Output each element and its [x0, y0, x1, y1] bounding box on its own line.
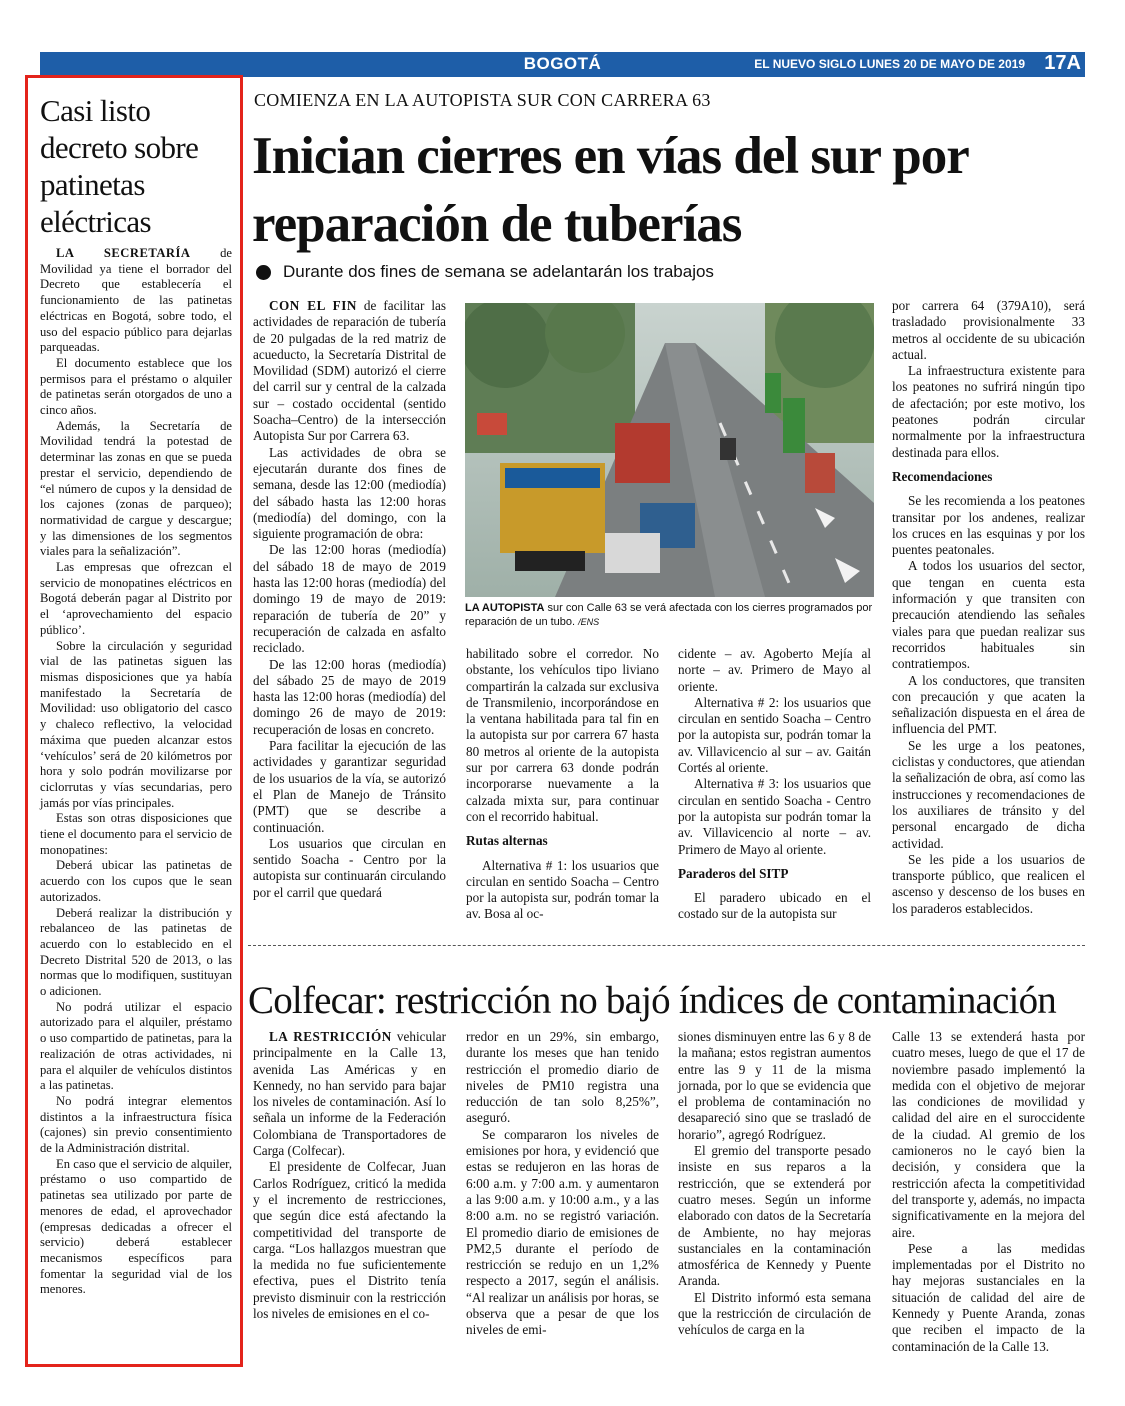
- paragraph: [40, 246, 232, 356]
- lead-word: LA RESTRICCIÓN: [269, 1029, 392, 1044]
- paragraph-text: Las actividades de obra se ejecutarán durante dos fines de semana, desde las 12:00 (mediodía) del sábado hasta las 12:00 horas (mediodía) del domingo, con la siguiente programación de obra:: [253, 444, 446, 542]
- section-name: BOGOTÁ: [523, 54, 602, 73]
- paragraph-text: de Movilidad ya tiene el borrador del Decreto que establecería el funcionamiento de las patinetas eléctricas en Bogotá, sobre todo, el uso del espacio público para dejarlas parqueadas.: [40, 246, 232, 355]
- paragraph: [678, 890, 871, 923]
- paragraph-text: Se les recomienda a los peatones transitar por los andenes, realizar los cruces en las esquinas y por los puentes peatonales.: [892, 493, 1085, 558]
- article2-column-2: [466, 1029, 659, 1339]
- paragraph: [253, 542, 446, 656]
- article-kicker: COMIENZA EN LA AUTOPISTA SUR CON CARRERA 63: [254, 90, 711, 110]
- paragraph-text: Alternativa # 3: los usuarios que circulan en sentido Soacha - Centro por la autopista sur podrán tomar la av. Villavicencio al norte – av. Primero de Mayo al oriente.: [678, 776, 871, 857]
- highway-photo-image: [465, 303, 874, 597]
- paragraph-text: El Distrito informó esta semana que la restricción de circulación de vehículos de carga en la: [678, 1289, 871, 1338]
- paragraph-text: Alternativa # 2: los usuarios que circulan en sentido Soacha – Centro por la autopista sur, podrán tomar la av. Villavicencio al sur – av. Gaitán Cortés al oriente.: [678, 694, 871, 776]
- paragraph-text: La infraestructura existente para los peatones no sufrirá ningún tipo de afectación; por este motivo, los peatones podrán circular normalmente por la infraestructura destinada para ellos.: [892, 363, 1085, 460]
- paragraph-text: Estas son otras disposiciones que tiene el documento para el servicio de monopatines:: [40, 811, 232, 857]
- article-column-4: [892, 298, 1085, 917]
- paragraph-text: Además, la Secretaría de Movilidad tendrá la potestad de determinar las zonas en que se pueda prestar el servicio, dependiendo de “el número de cupos y la densidad de los cajones (zonas de parqueo); normatividad de cargue y descargue; y las dimensiones de los segmentos viales para la señalización”.: [40, 418, 232, 559]
- lead-word: LA SECRETARÍA: [56, 246, 191, 260]
- lead-word: CON EL FIN: [269, 298, 357, 313]
- paragraph-text: Se les urge a los peatones, ciclistas y conductores, que atiendan la señalización de obra, así como las instrucciones y recomendaciones de los auxiliares de tránsito y del personal encargado de dicha actividad.: [892, 737, 1085, 851]
- sidebar-body: [40, 246, 232, 1298]
- paragraph: [253, 298, 446, 445]
- paragraph-text: Los usuarios que circulan en sentido Soacha - Centro por la autopista sur continuarán circulando por el carril que quedará: [253, 835, 446, 900]
- paragraph-text: de facilitar las actividades de reparación de tubería de 20 pulgadas de la red matriz de acueducto, la Secretaría Distrital de Movilidad (SDM) autorizó el cierre del carril sur y central de la calzada sur – costado occidental (sentido Soacha–Centro) de la intersección Autopista Sur por Carrera 63.: [253, 298, 446, 444]
- highway-photo: [465, 303, 874, 597]
- paragraph: [40, 1094, 232, 1157]
- paragraph-text: Deberá ubicar las patinetas de acuerdo con los cupos que le sean autorizados.: [40, 858, 232, 904]
- paragraph: [253, 1159, 446, 1322]
- article-column-3: [678, 646, 871, 923]
- sidebar-title: Casi listo decreto sobre patinetas eléctricas: [40, 93, 199, 239]
- paragraph: [466, 1029, 659, 1127]
- paragraph: [678, 1029, 871, 1143]
- paragraph-text: Deberá realizar la distribución y rebalanceo de las patinetas de acuerdo con lo establecido en el Decreto Distrital 520 de 2013, o las normas que lo modifiquen, sustituyan o adicionen.: [40, 905, 232, 999]
- paragraph: [466, 858, 659, 923]
- article2-column-3: [678, 1029, 871, 1339]
- caption-lead: LA AUTOPISTA: [465, 602, 545, 614]
- paragraph: [892, 1241, 1085, 1355]
- section-header-bar: [40, 52, 1085, 77]
- paragraph: [40, 419, 232, 560]
- paragraph: [892, 738, 1085, 852]
- subheading: Recomendaciones: [892, 468, 993, 484]
- paragraph-text: Para facilitar la ejecución de las actividades y garantizar seguridad de los usuarios de la vía, se autorizó el Plan de Manejo de Tránsito (PMT) que se describe a continuación.: [253, 738, 446, 835]
- paragraph-text: Se compararon los niveles de emisiones por hora, y evidenció que estas se redujeron en las horas de 6:00 a.m. y 7:00 a.m. y aumentaron a las 9:00 a.m. y 10:00 a.m., y a las 8:00 a.m. no se registró variación. El promedio diario de emisiones de PM2,5 durante el período de restricción se redujo en un 1,2% respecto a 2017, según el análisis. “Al realizar un análisis por horas, se observa que a pesar de que los niveles de emi-: [466, 1126, 659, 1338]
- article-subhead: [256, 262, 714, 282]
- paragraph: [253, 738, 446, 836]
- paragraph: [40, 356, 232, 419]
- paragraph: [253, 445, 446, 543]
- paragraph-text: El gremio del transporte pesado insiste en sus reparos a la restricción, que se extenderá por cuatro meses. Según un informe elaborado con datos de la Secretaría de Ambiente, no hay mejoras sustanciales en la contaminación atmosférica de Kennedy y Puente Aranda.: [678, 1143, 871, 1289]
- photo-caption: [465, 601, 874, 629]
- paragraph-text: siones disminuyen entre las 6 y 8 de la mañana; estos registran aumentos entre las 9 y 11 de la misma jornada, por lo que se evidencia que el problema de contaminación no desapareció sino que se trasladó de horario”, agregó Rodríguez.: [678, 1029, 871, 1142]
- page-number: 17A: [1044, 52, 1081, 74]
- paragraph: [678, 1143, 871, 1290]
- paragraph: [253, 657, 446, 738]
- paragraph: [678, 1290, 871, 1339]
- paragraph: [678, 776, 871, 857]
- paragraph-text: habilitado sobre el corredor. No obstante, los vehículos tipo liviano compartirán la calzada sur exclusiva de Transmilenio, incorporándose en la ventana habilitada para tal fin en la autopista sur por carrera 67 hasta 80 metros al oriente de la autopista sur por carrera 63 donde podrán incorporarse nuevamente a la calzada mixta sur, para continuar con el recorrido habitual.: [466, 646, 659, 824]
- caption-text: sur con Calle 63 se verá afectada con los cierres programados por reparación de un tubo.: [465, 602, 873, 628]
- paragraph: [40, 1000, 232, 1094]
- paragraph-text: En caso que el servicio de alquiler, préstamo o uso compartido de patinetas sea utilizado por parte de menores de edad, el aprovechador (empresas dedicadas a ofrecer el servicio) deberá establecer mecanismos específicos para fomentar la seguridad vial de los menores.: [40, 1156, 232, 1297]
- paragraph: [892, 673, 1085, 738]
- subhead-text: Durante dos fines de semana se adelantarán los trabajos: [283, 262, 714, 281]
- article2-column-1: [253, 1029, 446, 1322]
- paragraph: [678, 646, 871, 695]
- paragraph: [892, 298, 1085, 363]
- paragraph-text: El documento establece que los permisos para el préstamo o alquiler de patinetas serán otorgados de uno a cinco años.: [40, 355, 232, 418]
- paragraph-text: A los conductores, que transiten con precaución y que acaten la señalización dispuesta en el área de influencia del PMT.: [892, 672, 1085, 737]
- article-divider: [248, 945, 1085, 946]
- publication-date: EL NUEVO SIGLO LUNES 20 DE MAYO DE 2019: [754, 57, 1025, 71]
- subheading: Paraderos del SITP: [678, 865, 789, 881]
- paragraph-text: Las empresas que ofrezcan el servicio de monopatines eléctricos en Bogotá deberán pagar al Distrito por el ‘aprovechamiento del espacio público’.: [40, 560, 232, 637]
- paragraph: [892, 558, 1085, 672]
- paragraph-text: Pese a las medidas implementadas por el Distrito no hay mejoras sustanciales en la situación de calidad del aire de Kennedy y Puente Aranda, zonas que reciben el impacto de la contaminación de la Calle 13.: [892, 1240, 1085, 1354]
- paragraph-text: rredor en un 29%, sin embargo, durante los meses que han tenido restricción el promedio diario de niveles de PM10 registra una reducción de tan solo 8,25%”, aseguró.: [466, 1029, 659, 1126]
- paragraph: [678, 695, 871, 776]
- paragraph: [892, 852, 1085, 917]
- paragraph-text: De las 12:00 horas (mediodía) del sábado 25 de mayo de 2019 hasta las 12:00 horas (mediodía) del domingo 26 de mayo de 2019: recuperación de losas en concreto.: [253, 656, 446, 737]
- paragraph-text: No podrá utilizar el espacio autorizado para el alquiler, préstamo o uso compartido de patinetas, para la realización de otras actividades, ni para el alquiler de vehículos distintos a las patinetas.: [40, 999, 232, 1093]
- paragraph-text: Sobre la circulación y seguridad vial de las patinetas siguen las mismas disposiciones que ya había manifestado la Secretaría de Movilidad: uso obligatorio del casco y chaleco reflectivo, la velocidad máxima que pueden alcanzar estos ‘vehículos’ será de 20 kilómetros por hora y solo podrán movilizarse por ciclorrutas y vías secundarias, pero jamás por vías principales.: [40, 638, 232, 810]
- paragraph: [40, 1157, 232, 1298]
- paragraph-text: Se les pide a los usuarios de transporte público, que realicen el ascenso y descenso de los buses en los paraderos establecidos.: [892, 851, 1085, 916]
- paragraph: [253, 836, 446, 901]
- paragraph: [892, 363, 1085, 461]
- paragraph: [892, 493, 1085, 558]
- paragraph-text: vehicular principalmente en la Calle 13, avenida Las Américas y en Kennedy, no han servido para bajar los niveles de contaminación. Así lo señala un informe de la Federación Colombiana de Transportadores de Carga (Colfecar).: [253, 1029, 446, 1159]
- paragraph-text: cidente – av. Agoberto Mejía al norte – av. Primero de Mayo al oriente.: [678, 646, 871, 694]
- paragraph: [253, 1029, 446, 1159]
- bullet-icon: [256, 265, 271, 280]
- paragraph: [40, 906, 232, 1000]
- article2-headline: Colfecar: restricción no bajó índices de contaminación: [248, 979, 1056, 1022]
- sidebar-article: [25, 75, 243, 1367]
- paragraph: [40, 858, 232, 905]
- paragraph-text: El paradero ubicado en el costado sur de la autopista sur: [678, 890, 871, 922]
- paragraph-text: por carrera 64 (379A10), será trasladado provisionalmente 33 metros al occidente de su ubicación actual.: [892, 298, 1085, 362]
- paragraph: [40, 811, 232, 858]
- paragraph-text: Calle 13 se extenderá hasta por cuatro meses, luego de que el 17 de noviembre pasado implementó la medida con el objetivo de mejorar las condiciones de movilidad y calidad del aire en el suroccidente de la ciudad. Al gremio de los camioneros no le cayó bien la decisión, y considera que la restricción afecta la competitividad del transporte y, además, no impacta significativamente en la mejora del aire.: [892, 1029, 1085, 1240]
- article2-column-4: [892, 1029, 1085, 1355]
- article-headline: Inician cierres en vías del sur por reparación de tuberías: [252, 127, 968, 253]
- paragraph: [466, 1127, 659, 1339]
- paragraph-text: El presidente de Colfecar, Juan Carlos Rodríguez, criticó la medida y el incremento de restricciones, que según dice está afectando la competitividad del transporte de carga. “Los hallazgos muestran que la medida no fue suficientemente efectiva, pues el Distrito tenía previsto disminuir con la restricción los niveles de emisiones en el co-: [253, 1159, 446, 1322]
- paragraph: [40, 560, 232, 639]
- article-column-2: [466, 646, 659, 923]
- paragraph-text: De las 12:00 horas (mediodía) del sábado 18 de mayo de 2019 hasta las 12:00 horas (mediodía) del domingo 19 de mayo de 2019: reparación de tubería de 20” y recuperación de calzada en asfalto reciclado.: [253, 542, 446, 656]
- paragraph-text: No podrá integrar elementos distintos a la infraestructura física (cajones) sin previo consentimiento de la Administración distrital.: [40, 1093, 232, 1156]
- subheading: Rutas alternas: [466, 833, 548, 849]
- paragraph: [40, 639, 232, 812]
- photo-credit: /ENS: [578, 617, 600, 627]
- paragraph-text: Alternativa # 1: los usuarios que circulan en sentido Soacha – Centro por la autopista sur, podrán tomar la av. Bosa al oc-: [466, 857, 659, 922]
- article-column-1: [253, 298, 446, 901]
- paragraph: [892, 1029, 1085, 1241]
- paragraph-text: A todos los usuarios del sector, que tengan en cuenta esta información y que transiten con precaución atendiendo las señales viales para que puedan realizar sus recorridos habituales sin contratiempos.: [892, 558, 1085, 672]
- paragraph: [466, 646, 659, 825]
